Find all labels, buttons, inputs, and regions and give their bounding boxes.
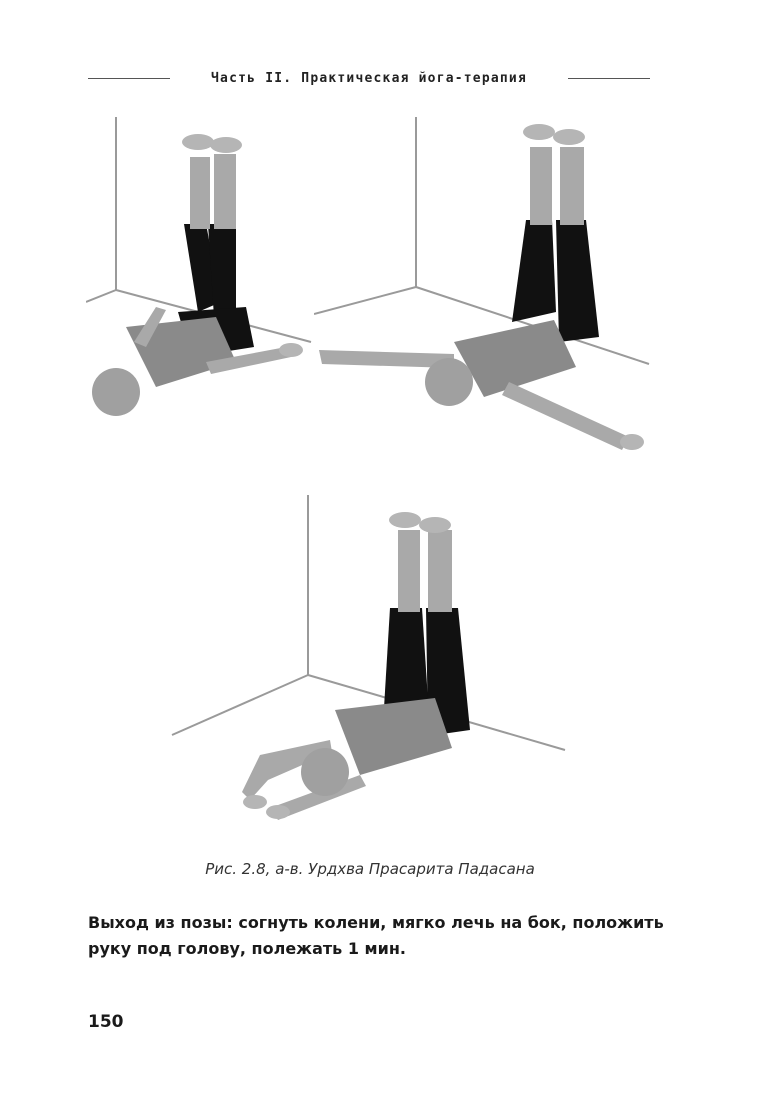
body-paragraph: Выход из позы: согнуть колени, мягко лечь на бок, положить руку под голову, полежать 1 мин. — [88, 913, 664, 958]
running-header — [88, 68, 650, 88]
figure-caption: Рис. 2.8, а-в. Урдхва Прасарита Падасана — [205, 860, 535, 878]
header-rule-right — [568, 78, 650, 79]
figure-b-photo — [314, 112, 654, 462]
page-number: 150 — [88, 1012, 124, 1032]
header-rule-left — [88, 78, 170, 79]
running-title: Часть II. Практическая йога-терапия — [211, 70, 527, 86]
figure-c-photo — [170, 490, 570, 830]
figure-a-photo — [86, 112, 316, 422]
